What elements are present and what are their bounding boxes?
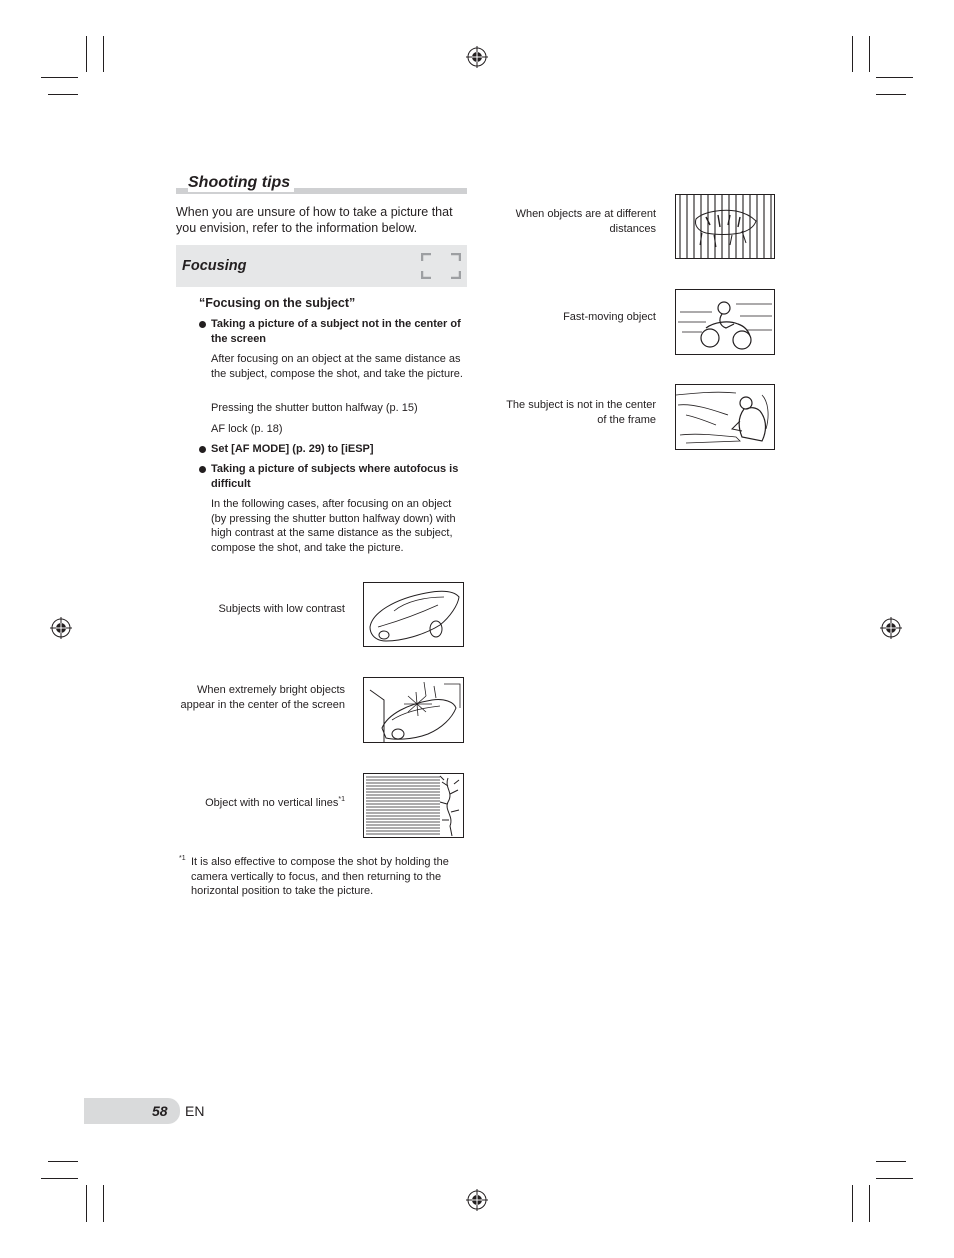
body-text: After focusing on an object at the same distance as the subject, compose the shot, and take the picture.: [211, 353, 463, 380]
case-caption: When objects are at different distances: [515, 208, 656, 235]
car-illustration: [363, 582, 464, 647]
body-text: AF lock (p. 18): [211, 423, 283, 435]
focusing-banner: [176, 245, 467, 287]
bullet-dot-icon: [199, 321, 206, 328]
footnote: [179, 855, 469, 899]
body-text: Pressing the shutter button halfway (p. 15): [211, 402, 418, 414]
registration-mark-icon: [466, 46, 488, 68]
case-caption: When extremely bright objects appear in the center of the screen: [180, 684, 345, 711]
bullet-item: [199, 462, 467, 492]
intro-paragraph: When you are unsure of how to take a picture that you envision, refer to the information below.: [176, 205, 453, 235]
section-heading: [176, 174, 467, 194]
case-caption-text: Object with no vertical lines: [205, 797, 339, 809]
case-caption: [176, 793, 345, 811]
horizontal-lines-illustration: [363, 773, 464, 838]
body-text: In the following cases, after focusing on an object (by pressing the shutter button halfway down) with high contrast at the same distance as the subject, compose the shot, and take the picture.: [211, 498, 456, 554]
page-language: EN: [185, 1103, 205, 1119]
registration-mark-icon: [880, 617, 902, 639]
case-caption: Subjects with low contrast: [218, 603, 345, 615]
focus-frame-icon: [421, 253, 461, 279]
registration-mark-icon: [466, 1189, 488, 1211]
bullet-item: [199, 442, 467, 457]
focusing-subheading: “Focusing on the subject”: [199, 296, 356, 310]
bullet-title: Taking a picture of subjects where autofocus is difficult: [211, 463, 459, 490]
footnote-mark: *1: [179, 855, 186, 862]
lakeside-person-illustration: [675, 384, 775, 450]
page-number: 58: [152, 1103, 168, 1119]
registration-mark-icon: [50, 617, 72, 639]
bright-car-illustration: [363, 677, 464, 743]
bullet-title: Taking a picture of a subject not in the center of the screen: [211, 318, 461, 345]
section-title: Shooting tips: [188, 174, 294, 192]
focusing-label: Focusing: [182, 258, 247, 274]
footnote-text: It is also effective to compose the shot by holding the camera vertically to focus, and then returning to the horizontal position to take the picture.: [191, 856, 449, 897]
bullet-dot-icon: [199, 466, 206, 473]
motorcycle-illustration: [675, 289, 775, 355]
bullet-dot-icon: [199, 446, 206, 453]
case-caption: Fast-moving object: [563, 311, 656, 323]
footnote-reference: *1: [338, 796, 345, 803]
bullet-title: Set [AF MODE] (p. 29) to [iESP]: [211, 443, 374, 455]
bullet-item: [199, 317, 467, 347]
tiger-behind-bars-illustration: [675, 194, 775, 259]
case-caption: The subject is not in the center of the frame: [506, 399, 656, 426]
